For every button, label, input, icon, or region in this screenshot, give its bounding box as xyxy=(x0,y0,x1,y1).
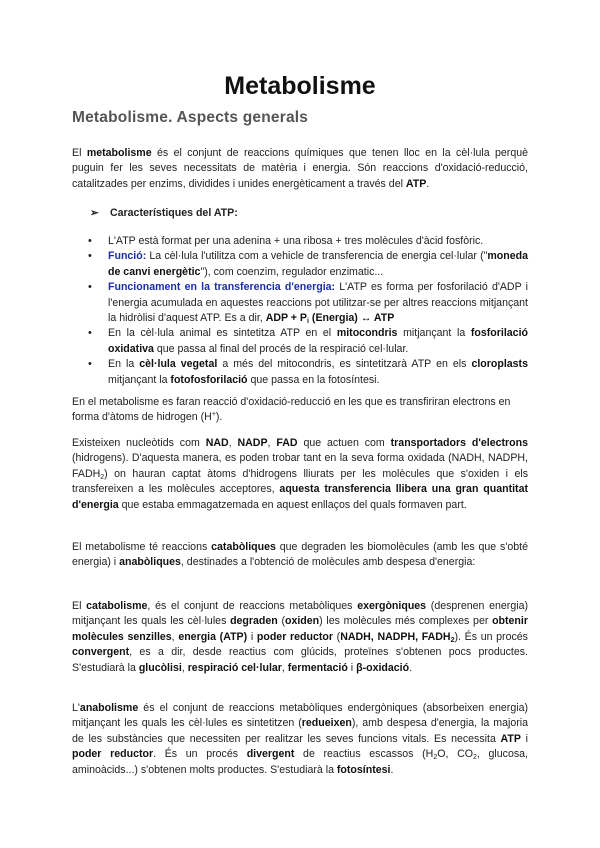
types-paragraph: El metabolisme té reaccions catabòliques que degraden les biomolècules (amb les que s'obté energia) i anabòliques, destinades a l'obtenció de molècules amb despesa d'energia: xyxy=(72,541,528,569)
catabolism-paragraph: El catabolisme, és el conjunt de reaccions metabòliques exergòniques (desprenen energia) mitjançant les quals les cèl·lules degraden (oxiden) les molècules més complexes per obtenir molècules senzilles, energia (ATP) i poder reductor (NADH, NADPH, $FADH_2$). És un procés convergent, es a dir, desde reactius com glúcids, proteïnes s'obtenen pocs productes. S'estudiarà la glucòlisi, respiració cel·lular, fermentació i β-oxidació. xyxy=(72,600,528,674)
list-item: • Funció: La cèl·lula l'utilitza com a vehicle de transferencia de energia cel·lular ("moneda de canvi energètic"), com coenzim, regulador enzimatic... xyxy=(72,249,528,280)
anabolism-paragraph: L'anabolisme és el conjunt de reaccions metabòliques endergòniques (absorbeixen energia) mitjançant les quals les cèl·lules es sintetitzen (redueixen), amb despesa d'energia, la majoria de les substàncies que necessiten per realitzar les seves funcions vitals. Es necessita ATP i poder reductor. És un procés divergent de reactius escassos ($H_2O$, $CO_2$, glucosa, aminoàcids...) s'obtenen molts productes. S'estudiarà la fotosíntesi. xyxy=(72,702,529,776)
arrow-bullet-icon: ➢ xyxy=(90,207,99,219)
redox-paragraph: En el metabolisme es faran reacció d'oxidació-reducció en les que es transfiriran electrons en forma d'àtoms de hidrogen (H+). xyxy=(72,396,511,424)
atp-bullet-list xyxy=(72,234,528,388)
list-item: • Funcionament en la transferencia d'energia: L'ATP es forma per fosforilació d'ADP i l'energia acumulada en aquestes reaccions pot utilitzar-se per altres reaccions mitjançant la hidròlisi d'aquest ATP. Es a dir, ADP + $P_i$ (Energia) ↔ ATP xyxy=(72,280,528,326)
section-subtitle: Metabolisme. Aspects generals xyxy=(72,109,309,126)
carriers-paragraph: Existeixen nucleòtids com NAD, NADP, FAD que actuen com transportadors d'electrons (hidrogens). D'aquesta manera, es poden trobar tant en la seva forma oxidada (NADH, NADPH, $FADH_2$) on hauran captat àtoms d'hidrogens lliurats per les molècules que s'oxiden i els transfereixen a les molècules acceptores, aquesta transferencia llibera una gran quantitat d'energia que estaba emmagatzemada en aquest enllaços del quals formaven part. xyxy=(72,437,528,511)
list-item: • En la cèl·lula vegetal a més del mitocondris, es sintetitzarà ATP en els cloroplasts mitjançant la fotofosforilació que passa en la fotosíntesi. xyxy=(72,357,528,388)
intro-paragraph: El metabolisme és el conjunt de reaccions químiques que tenen lloc en la cèl·lula perquè puguin fer les seves necessitats de matèria i energia. Són reaccions d'oxidació-reducció, catalitzades per enzims, dividides i unides energèticament a través del ATP. xyxy=(72,147,528,190)
page-title: Metabolisme xyxy=(224,72,376,100)
list-item: • En la cèl·lula animal es sintetitza ATP en el mitocondris mitjançant la fosforilació oxidativa que passa al final del procés de la respiració cel·lular. xyxy=(72,326,528,357)
list-item: • L'ATP està format per una adenina + una ribosa + tres molècules d'àcid fosfòric. xyxy=(72,234,528,249)
atp-heading: ➢ Característiques del ATP: xyxy=(90,206,238,221)
